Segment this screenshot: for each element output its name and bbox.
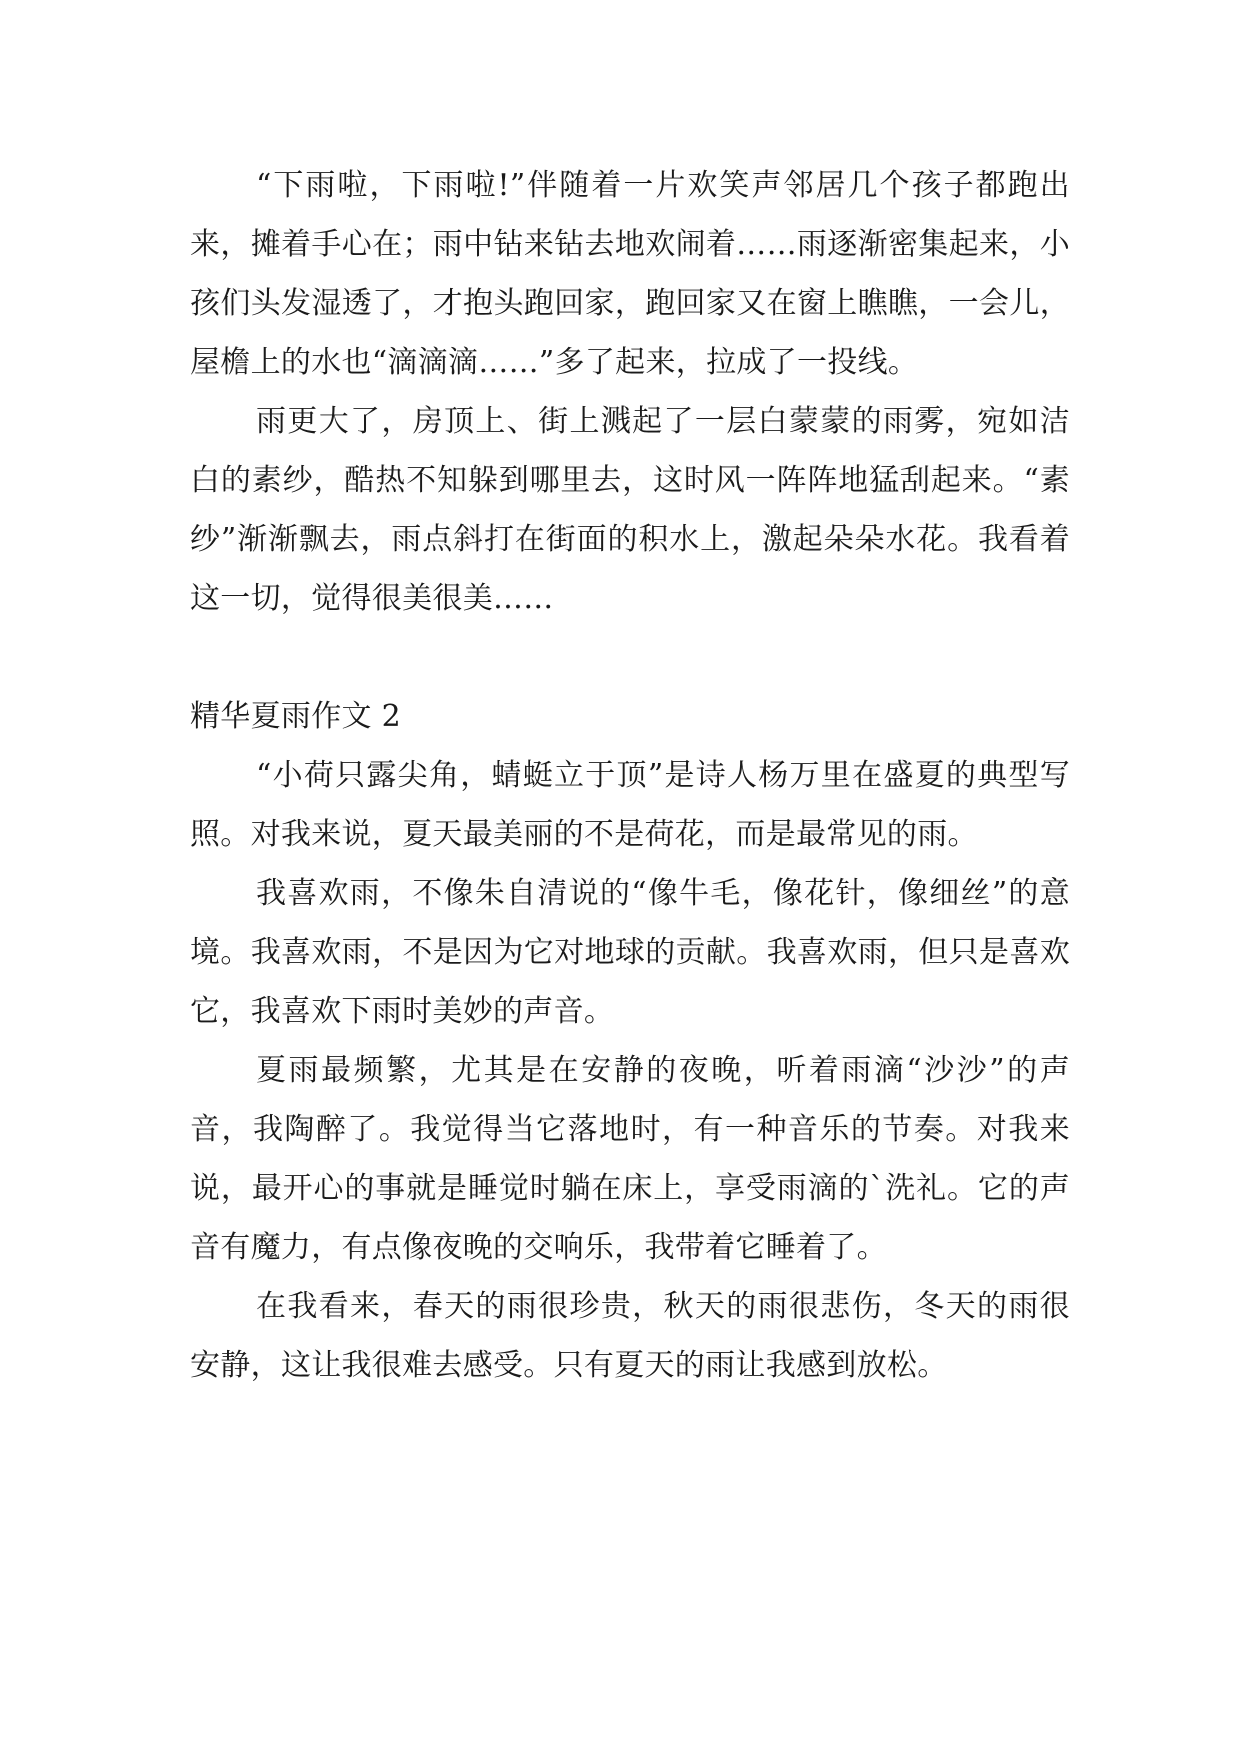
paragraph: “小荷只露尖角，蜻蜓立于顶”是诗人杨万里在盛夏的典型写照。对我来说，夏天最美丽的不是荷花，而是最常见的雨。 bbox=[190, 758, 1070, 852]
paragraph: 夏雨最频繁，尤其是在安静的夜晚，听着雨滴“沙沙”的声音，我陶醉了。我觉得当它落地时，有一种音乐的节奏。对我来说，最开心的事就是睡觉时躺在床上，享受雨滴的`洗礼。它的声音有魔力，有点像夜晚的交响乐，我带着它睡着了。 bbox=[190, 1053, 1070, 1265]
paragraph: 在我看来，春天的雨很珍贵，秋天的雨很悲伤，冬天的雨很安静，这让我很难去感受。只有夏天的雨让我感到放松。 bbox=[190, 1289, 1070, 1383]
section-title: 精华夏雨作文 2 bbox=[190, 699, 402, 734]
paragraph: 我喜欢雨，不像朱自清说的“像牛毛，像花针，像细丝”的意境。我喜欢雨，不是因为它对地球的贡献。我喜欢雨，但只是喜欢它，我喜欢下雨时美妙的声音。 bbox=[190, 876, 1070, 1029]
paragraph: 雨更大了，房顶上、街上溅起了一层白蒙蒙的雨雾，宛如洁白的素纱，酷热不知躲到哪里去，这时风一阵阵地猛刮起来。“素纱”渐渐飘去，雨点斜打在街面的积水上，激起朵朵水花。我看着这一切，觉得很美很美…… bbox=[190, 404, 1070, 616]
paragraph-spacer bbox=[190, 628, 1070, 687]
paragraph: “下雨啦，下雨啦!”伴随着一片欢笑声邻居几个孩子都跑出来，摊着手心在；雨中钻来钻去地欢闹着……雨逐渐密集起来，小孩们头发湿透了，才抱头跑回家，跑回家又在窗上瞧瞧，一会儿，屋檐上的水也“滴滴滴……”多了起来，拉成了一投线。 bbox=[190, 168, 1070, 380]
document-body bbox=[190, 156, 1070, 1395]
